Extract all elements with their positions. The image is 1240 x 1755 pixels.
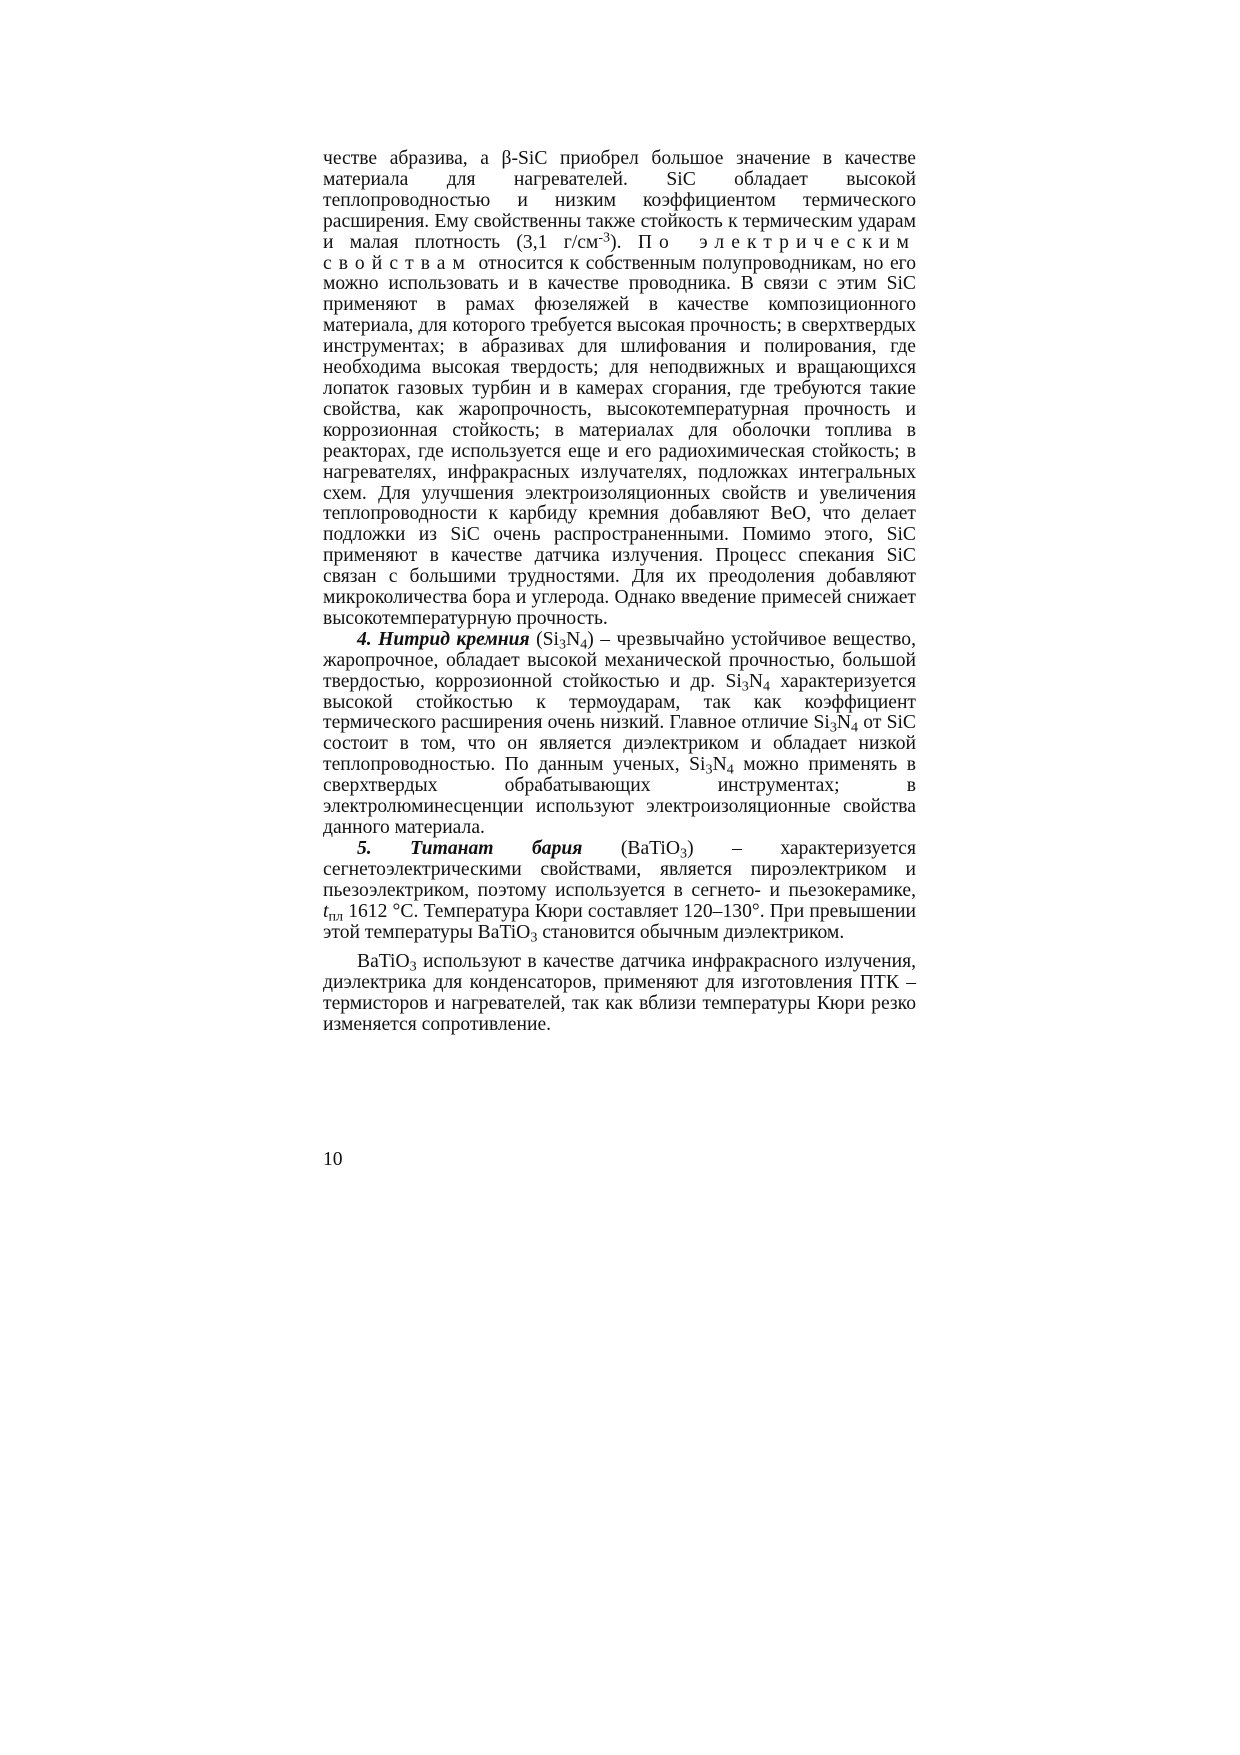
subscript: 4 xyxy=(580,636,588,653)
paragraph-batio3-uses xyxy=(323,952,916,1036)
subscript: 3 xyxy=(829,719,837,736)
subscript: 4 xyxy=(763,678,771,695)
subscript: 3 xyxy=(680,845,688,862)
subscript: 3 xyxy=(409,958,417,975)
subscript: 3 xyxy=(530,929,538,946)
text-run: от SiC состоит в том, что он является диэлектриком и обладает низкой теплопроводностью. По данным ученых, Si xyxy=(323,712,916,776)
text-run: 1612 °С. Температура Кюри составляет 120–130°. При превышении этой температуры BaTiO xyxy=(323,900,916,943)
text-run: используют в качестве датчика инфракрасного излучения, диэлектрика для конденсаторов, применяют для изготовления ПТК – термисторов и нагревателей, так как вблизи температуры Кюри резко изменяется сопротивление. xyxy=(323,951,916,1036)
text-run: N xyxy=(836,712,852,734)
text-run: становится обычным диэлектриком. xyxy=(537,921,845,943)
superscript: -3 xyxy=(598,229,611,246)
text-run: честве абразива, а β-SiC приобрел большое значение в качестве материала для нагревателей. SiC обладает высокой теплопроводностью и низким коэффициентом термического расширения. Ему свойственны также стойкость к термическим ударам и малая плотность (3,1 г/см xyxy=(323,148,916,253)
subscript: 3 xyxy=(705,761,713,778)
text-run: ). xyxy=(610,231,638,253)
text-run: (Si xyxy=(529,628,559,650)
section-heading: 4. Нитрид кремния xyxy=(357,628,530,650)
text-run: N xyxy=(748,670,764,692)
subscript: 3 xyxy=(559,636,567,653)
subscript: пл xyxy=(328,908,344,925)
spaced-emphasis: По электрическим свойствам xyxy=(323,231,917,274)
variable-symbol: t xyxy=(323,900,329,922)
text-run: можно применять в сверхтвердых обрабатывающих инструментах; в электролюминесценции используют электроизоляционные свойства данного материала. xyxy=(323,754,916,838)
text-run: ) – характеризуется сегнетоэлектрическими свойствами, является пироэлектриком и пьезоэлектриком, поэтому используется в сегнето- и пьезокерамике, xyxy=(323,837,916,901)
text-run: ) – чрезвычайно устойчивое вещество, жаропрочное, обладает высокой механической прочностью, большой твердостью, коррозионной стойкостью и др. Si xyxy=(323,628,916,692)
paragraph-silicon-carbide xyxy=(323,149,916,630)
main-text xyxy=(323,149,916,1036)
text-run: относится к собственным полупроводникам, но его можно использовать и в качестве проводника. В связи с этим SiC применяют в рамах фюзеляжей в качестве композиционного материала, для которого требуется высокая прочность; в сверхтвердых инструментах; в абразивах для шлифования и полирования, где необходима высокая твердость; для неподвижных и вращающихся лопаток газовых турбин и в камерах сгорания, где требуются такие свойства, как жаропрочность, высокотемпературная прочность и коррозионная стойкость; в материалах для оболочки топлива в реакторах, где используется еще и его радиохимическая стойкость; в нагревателях, инфракрасных излучателях, подложках интегральных схем. Для улучшения электроизоляционных свойств и увеличения теплопроводности к карбиду кремния добавляют BeO, что делает подложки из SiC очень распространенными. Помимо этого, SiC применяют в качестве датчика излучения. Процесс спекания SiC связан с большими трудностями. Для их преодоления добавляют микроколичества бора и углерода. Однако введение примесей снижает высокотемпературную прочность. xyxy=(323,252,916,629)
subscript: 4 xyxy=(851,719,859,736)
paragraph-silicon-nitride xyxy=(323,630,916,839)
text-run: BaTiO xyxy=(357,951,410,973)
paragraph-barium-titanate xyxy=(323,839,916,944)
text-run: N xyxy=(712,754,727,776)
section-heading: 5. Титанат бария xyxy=(357,837,583,859)
text-run: характеризуется высокой стойкостью к термоударам, так как коэффициент термического расширения очень низкий. Главное отличие Si xyxy=(323,670,916,734)
subscript: 4 xyxy=(726,761,734,778)
text-run: (BaTiO xyxy=(582,837,681,859)
page-number: 10 xyxy=(323,1149,343,1170)
subscript: 3 xyxy=(741,678,749,695)
text-run: N xyxy=(566,628,581,650)
